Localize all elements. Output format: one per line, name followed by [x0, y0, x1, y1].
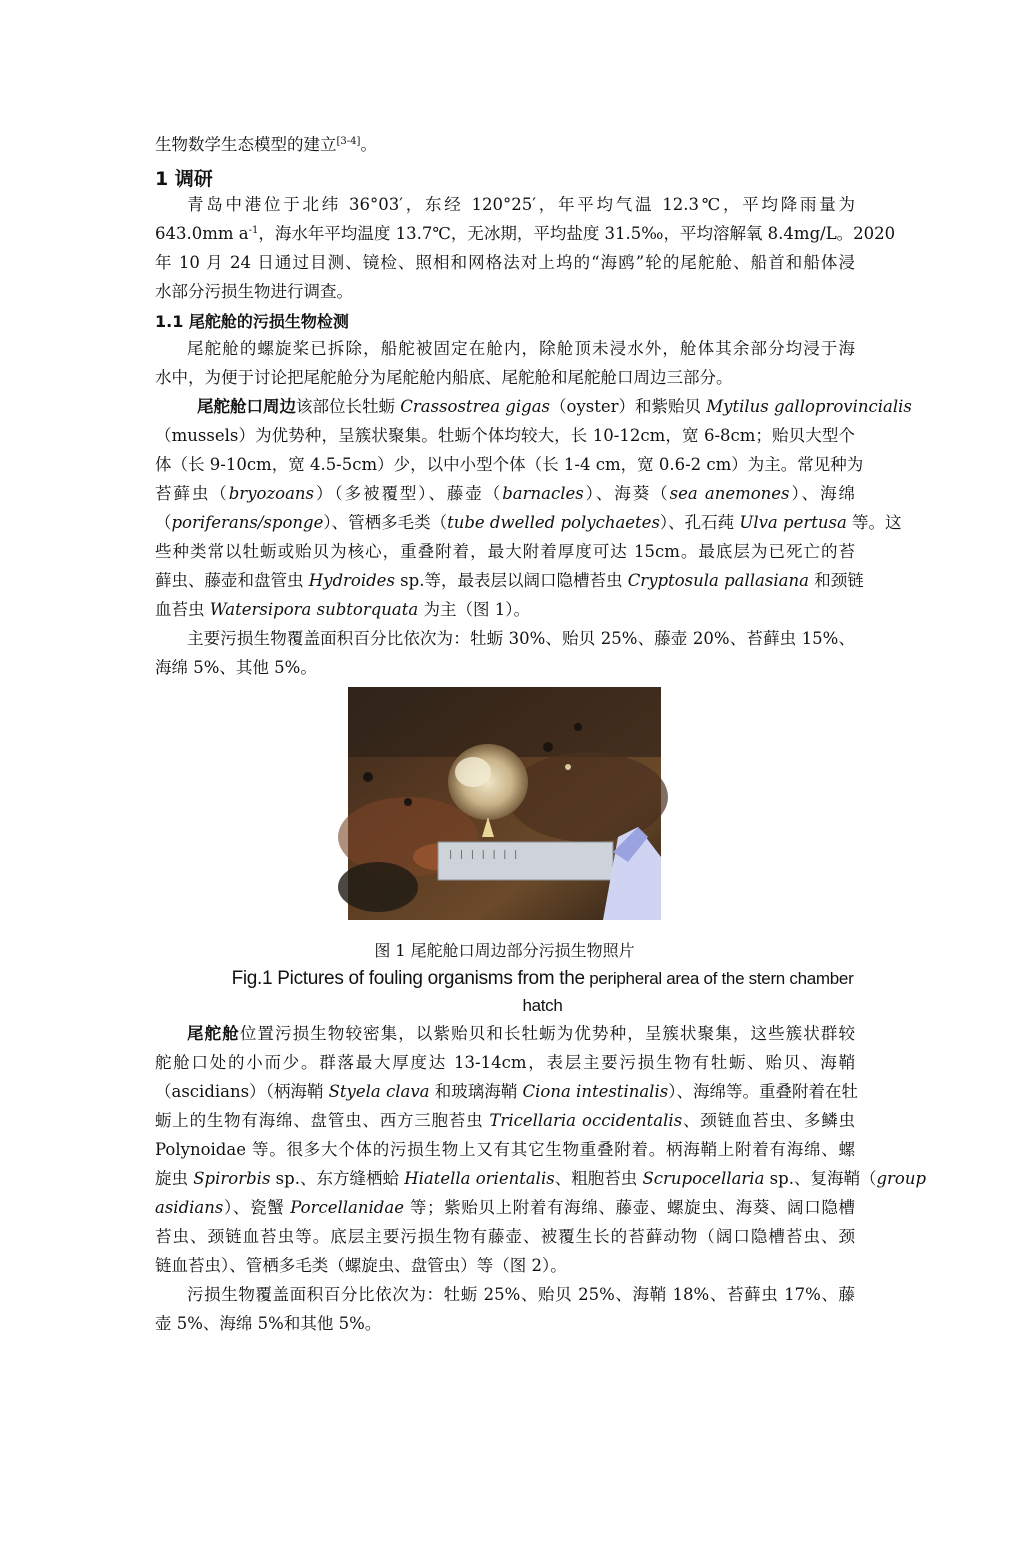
- text-line: （poriferans/sponge）、管栖多毛类（tube dwelled polychaetes）、孔石莼 Ulva pertusa 等。这: [155, 513, 902, 532]
- text-line: 蛎上的生物有海绵、盘管虫、西方三胞苔虫 Tricellaria occidentalis、颈链血苔虫、多鳞虫: [155, 1111, 855, 1130]
- text-line: Polynoidae 等。很多大个体的污损生物上又有其它生物重叠附着。柄海鞘上附着有海绵、螺: [155, 1140, 855, 1159]
- figure-photo: [348, 687, 661, 920]
- figure-caption-cn: 图 1 尾舵舱口周边部分污损生物照片: [374, 941, 635, 960]
- text-line: 青岛中港位于北纬 36°03′，东经 120°25′，年平均气温 12.3℃，平均降雨量为: [187, 195, 855, 214]
- text-line: 体（长 9-10cm，宽 4.5-5cm）少，以中小型个体（长 1-4 cm，宽 0.6-2 cm）为主。常见种为: [155, 455, 864, 474]
- text-line: 主要污损生物覆盖面积百分比依次为：牡蛎 30%、贻贝 25%、藤壶 20%、苔藓虫 15%、: [187, 629, 855, 648]
- subsection-heading: 1.1 尾舵舱的污损生物检测: [155, 312, 349, 331]
- text-line: 年 10 月 24 日通过目测、镜检、照相和网格法对上坞的“海鸥”轮的尾舵舱、船首和船体浸: [155, 253, 855, 272]
- ruler-ticks: | | | | | | |: [448, 850, 519, 860]
- figure-caption-en: Fig.1 Pictures of fouling organisms from the peripheral area of the stern chamber hatch: [231, 968, 854, 1015]
- text-line: 污损生物覆盖面积百分比依次为：牡蛎 25%、贻贝 25%、海鞘 18%、苔藓虫 17%、藤: [187, 1285, 855, 1304]
- text-line: 舵舱口处的小而少。群落最大厚度达 13-14cm，表层主要污损生物有牡蛎、贻贝、海鞘: [155, 1053, 855, 1072]
- text-line: 海绵 5%、其他 5%。: [155, 658, 317, 677]
- text-line: 苔虫、颈链血苔虫等。底层主要污损生物有藤壶、被覆生长的苔藓动物（阔口隐槽苔虫、颈: [155, 1227, 855, 1246]
- text-line: 旋虫 Spirorbis sp.、东方缝栖蛤 Hiatella orientalis、粗胞苔虫 Scrupocellaria sp.、复海鞘（group: [155, 1169, 927, 1188]
- text-line: （ascidians）（柄海鞘 Styela clava 和玻璃海鞘 Ciona intestinalis）、海绵等。重叠附着在牡: [155, 1082, 858, 1101]
- text-line: 尾舵舱的螺旋桨已拆除，船舵被固定在舱内，除舱顶未浸水外，舱体其余部分均浸于海: [187, 339, 855, 358]
- text-line: 水中，为便于讨论把尾舵舱分为尾舵舱内船底、尾舵舱和尾舵舱口周边三部分。: [155, 368, 733, 387]
- text-line: 水部分污损生物进行调查。: [155, 282, 353, 301]
- text-line: 尾舵舱口周边该部位长牡蛎 Crassostrea gigas（oyster）和紫贻贝 Mytilus galloprovincialis: [197, 397, 912, 416]
- text-line: 血苔虫 Watersipora subtorquata 为主（图 1）。: [155, 600, 530, 619]
- text-line: asidians）、瓷蟹 Porcellanidae 等；紫贻贝上附着有海绵、藤壶、螺旋虫、海葵、阔口隐槽: [155, 1198, 855, 1217]
- text-line: 苔藓虫（bryozoans）（多被覆型）、藤壶（barnacles）、海葵（sea anemones）、海绵: [155, 484, 856, 503]
- text-line: 生物数学生态模型的建立[3-4]。: [155, 135, 377, 154]
- section-heading: 1 调研: [155, 168, 213, 190]
- text-line: （mussels）为优势种，呈簇状聚集。牡蛎个体均较大，长 10-12cm，宽 6-8cm；贻贝大型个: [155, 426, 855, 445]
- text-line: 藓虫、藤壶和盘管虫 Hydroides sp.等，最表层以阔口隐槽苔虫 Cryptosula pallasiana 和颈链: [155, 571, 864, 590]
- text-line: 链血苔虫）、管栖多毛类（螺旋虫、盘管虫）等（图 2）。: [155, 1256, 567, 1275]
- text-line: 尾舵舱位置污损生物较密集，以紫贻贝和长牡蛎为优势种，呈簇状聚集，这些簇状群较: [187, 1024, 856, 1043]
- text-line: 壶 5%、海绵 5%和其他 5%。: [155, 1314, 382, 1333]
- text-line: 些种类常以牡蛎或贻贝为核心，重叠附着，最大附着厚度可达 15cm。最底层为已死亡的苔: [155, 542, 855, 561]
- text-line: 643.0mm $a^{-1}$，海水年平均温度 13.7℃，无冰期，平均盐度 31.5‰，平均溶解氧 8.4mg/L。2020: [155, 224, 896, 243]
